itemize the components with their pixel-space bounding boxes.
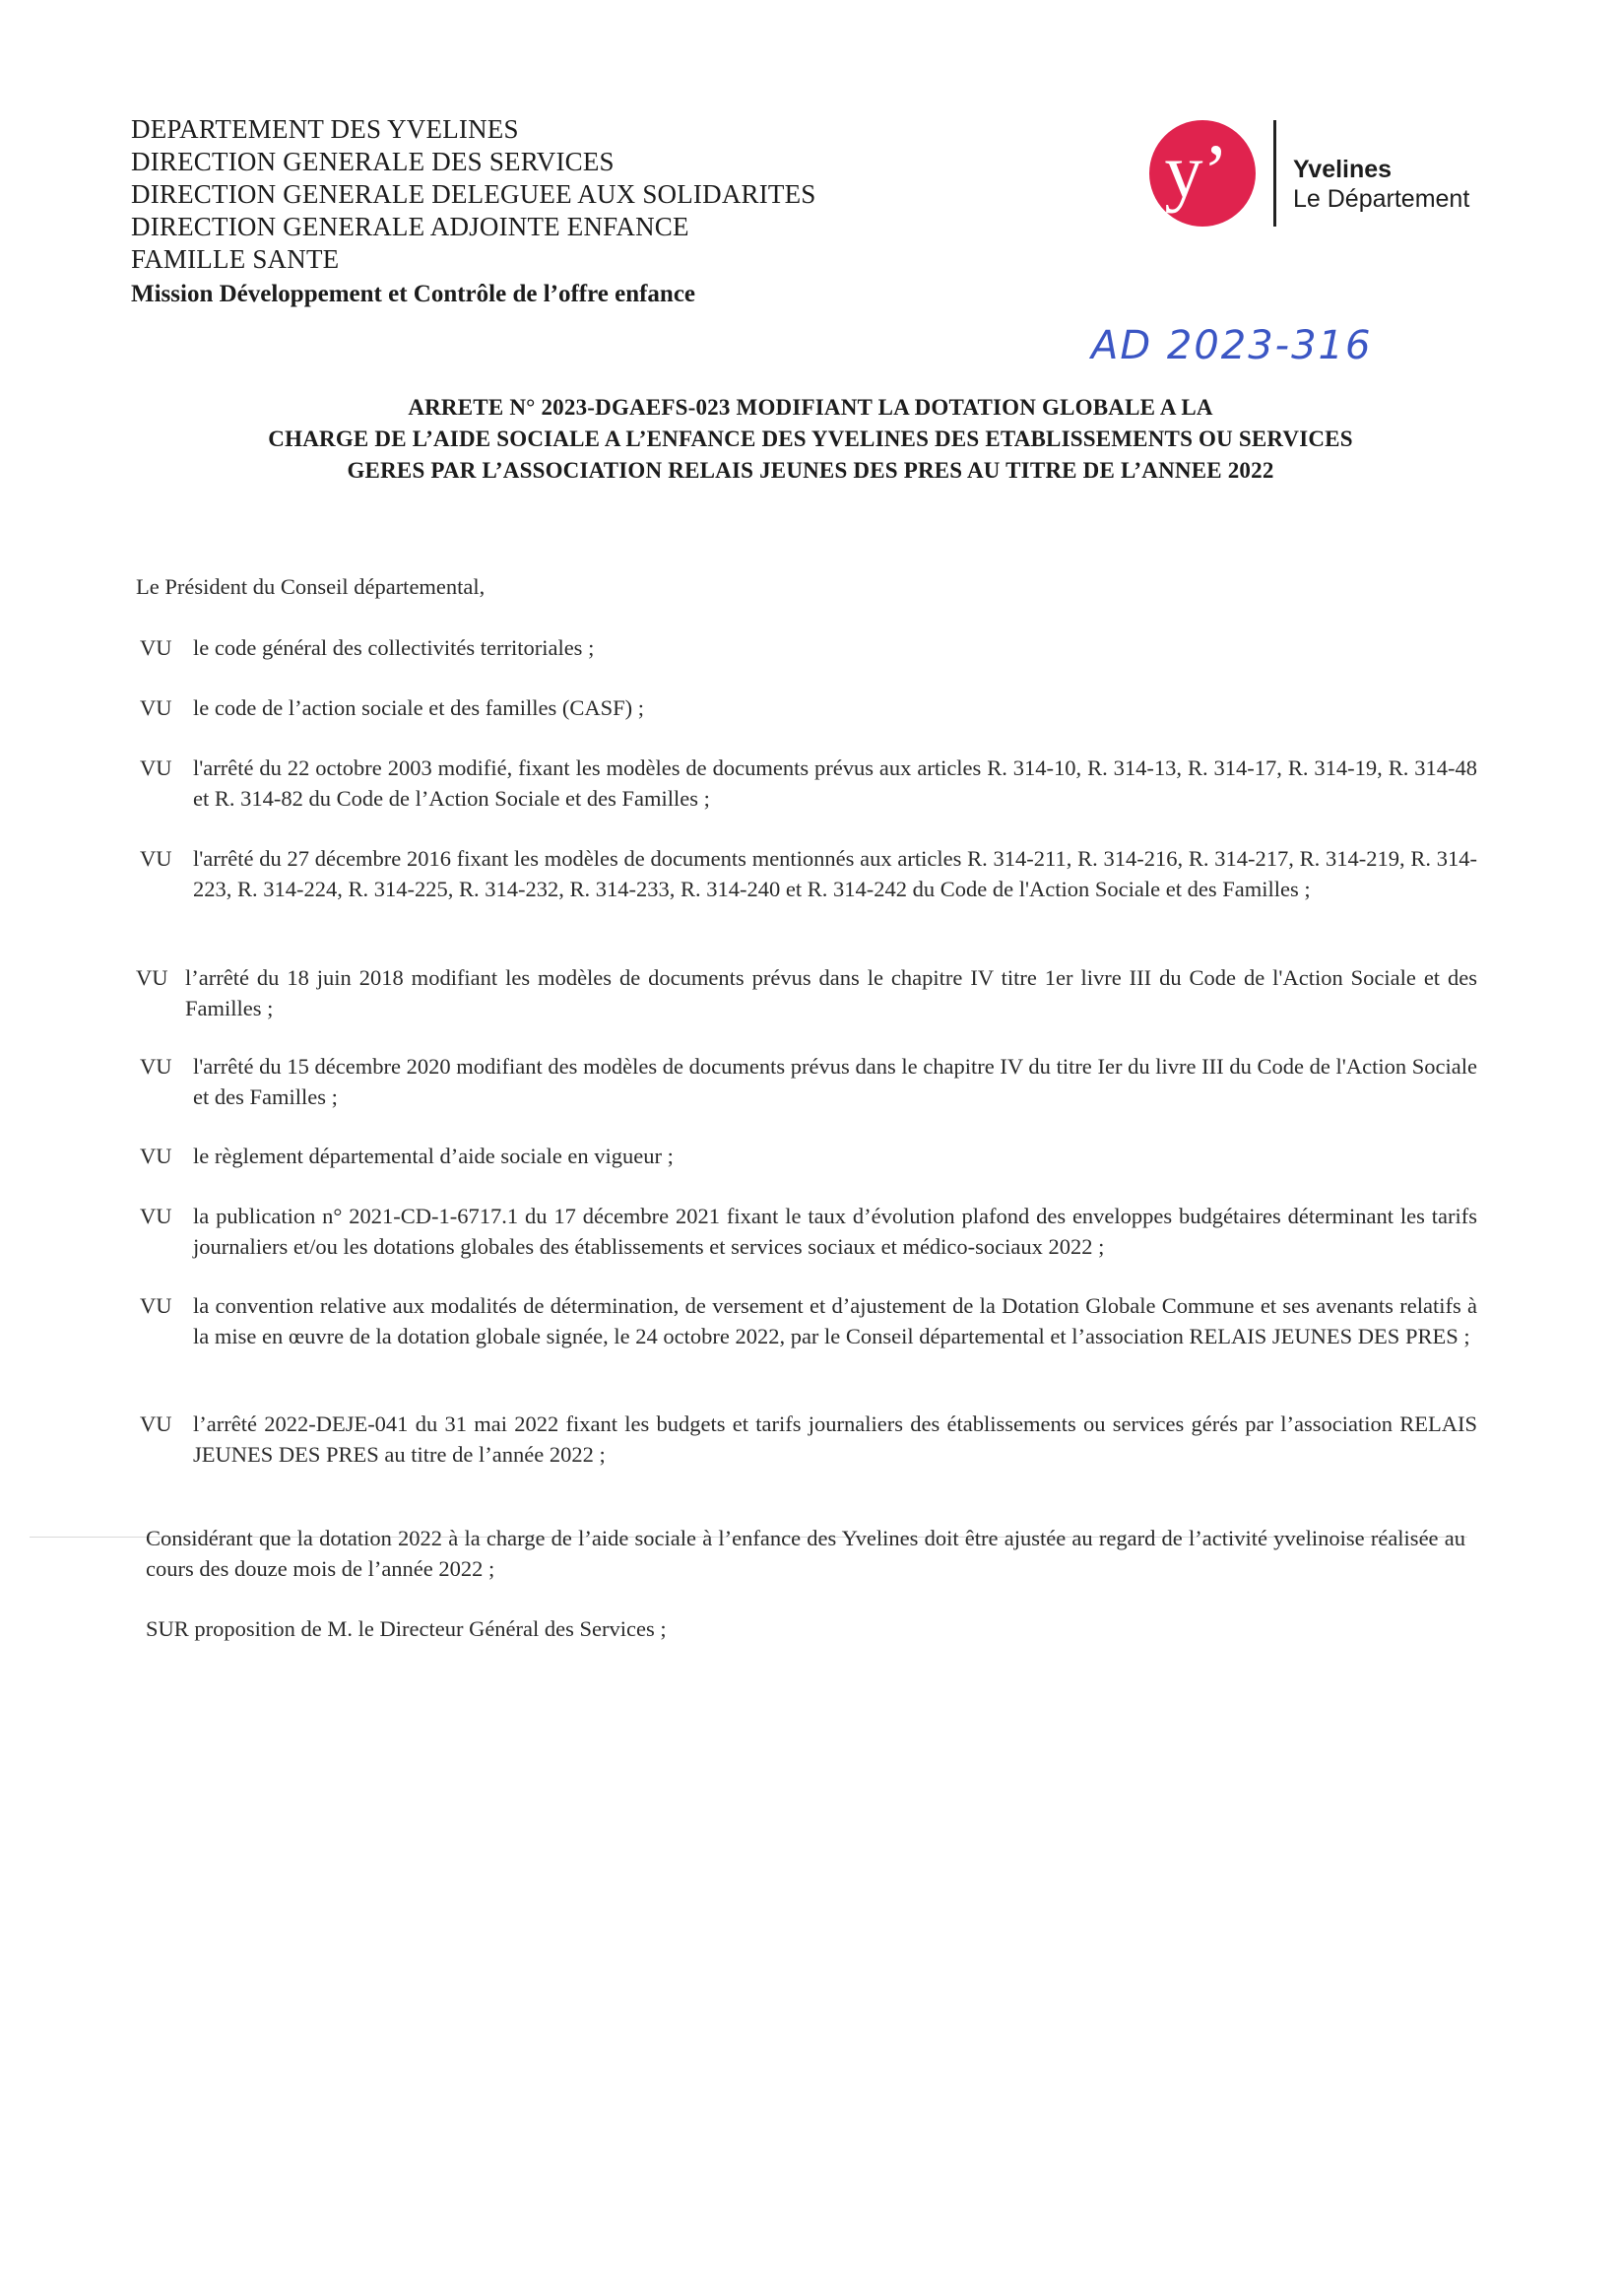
mission-line: Mission Développement et Contrôle de l’offre enfance <box>131 281 696 307</box>
yvelines-logo <box>1147 118 1502 231</box>
vu-label: VU <box>140 635 172 660</box>
header-line: DEPARTEMENT DES YVELINES <box>131 114 519 144</box>
vu-text: l’arrêté 2022-DEJE-041 du 31 mai 2022 fixant les budgets et tarifs journaliers des établissements ou services gérés par l’association RELAIS JEUNES DES PRES au titre de l’année 2022 ; <box>193 1411 1477 1467</box>
vu-item <box>136 1290 1477 1351</box>
title-line: CHARGE DE L’AIDE SOCIALE A L’ENFANCE DES YVELINES DES ETABLISSEMENTS OU SERVICES <box>268 426 1353 451</box>
vu-item <box>136 1051 1477 1112</box>
vu-text: l'arrêté du 15 décembre 2020 modifiant des modèles de documents prévus dans le chapitre IV du titre Ier du livre III du Code de l'Action Sociale et des Familles ; <box>193 1054 1477 1109</box>
logo-divider <box>1273 120 1276 227</box>
vu-label: VU <box>140 846 172 871</box>
vu-text: le code de l’action sociale et des familles (CASF) ; <box>193 695 644 720</box>
logo-name: Yvelines <box>1293 156 1393 183</box>
vu-item <box>136 1141 1477 1171</box>
vu-text: l'arrêté du 22 octobre 2003 modifié, fixant les modèles de documents prévus aux articles R. 314-10, R. 314-13, R. 314-17, R. 314-19, R. 314-48 et R. 314-82 du Code de l’Action Sociale et des Familles ; <box>193 755 1477 811</box>
vu-text: la convention relative aux modalités de détermination, de versement et d’ajustement de la Dotation Globale Commune et ses avenants relatifs à la mise en œuvre de la dotation globale signée, le 24 octobre 2022, par le Conseil départemental et l’association RELAIS JEUNES DES PRES ; <box>193 1293 1477 1348</box>
vu-text: la publication n° 2021-CD-1-6717.1 du 17 décembre 2021 fixant le taux d’évolution plafond des enveloppes budgétaires déterminant les tarifs journaliers et/ou les dotations globales des établissements et services sociaux et médico-sociaux 2022 ; <box>193 1204 1477 1259</box>
vu-label: VU <box>136 965 168 990</box>
logo-mark: y’ <box>1164 128 1229 214</box>
vu-label: VU <box>140 1293 172 1318</box>
president-line: Le Président du Conseil départemental, <box>136 574 486 599</box>
vu-item <box>136 962 1477 1023</box>
proposition-line: SUR proposition de M. le Directeur Général des Services ; <box>146 1616 667 1641</box>
vu-text: l'arrêté du 27 décembre 2016 fixant les modèles de documents mentionnés aux articles R. 314-211, R. 314-216, R. 314-217, R. 314-219, R. 314-223, R. 314-224, R. 314-225, R. 314-232, R. 314-233, R. 314-240 et R. 314-242 du Code de l'Action Sociale et des Familles ; <box>193 846 1477 901</box>
header-line: DIRECTION GENERALE ADJOINTE ENFANCE <box>131 212 689 241</box>
vu-item <box>136 1409 1477 1470</box>
handwritten-reference-text: AD 2023-316 <box>1091 323 1373 368</box>
vu-item <box>136 632 1477 663</box>
vu-text: le code général des collectivités territoriales ; <box>193 635 595 660</box>
title-line: ARRETE N° 2023-DGAEFS-023 MODIFIANT LA DOTATION GLOBALE A LA <box>408 395 1213 420</box>
yvelines-logo-icon <box>1147 118 1258 229</box>
vu-label: VU <box>140 695 172 720</box>
vu-label: VU <box>140 1054 172 1079</box>
header-line: DIRECTION GENERALE DES SERVICES <box>131 147 615 176</box>
vu-item <box>136 843 1477 904</box>
header-line: DIRECTION GENERALE DELEGUEE AUX SOLIDARITES <box>131 179 816 209</box>
vu-text: l’arrêté du 18 juin 2018 modifiant les modèles de documents prévus dans le chapitre IV titre 1er livre III du Code de l'Action Sociale et des Familles ; <box>185 965 1477 1020</box>
header-line: FAMILLE SANTE <box>131 244 340 274</box>
vu-item <box>136 1201 1477 1262</box>
vu-label: VU <box>140 1204 172 1228</box>
page-title <box>118 392 1503 487</box>
vu-label: VU <box>140 1411 172 1436</box>
considerant-paragraph: Considérant que la dotation 2022 à la charge de l’aide sociale à l’enfance des Yvelines doit être ajustée au regard de l’activité yvelinoise réalisée au cours des douze mois de l’année 2022 ; <box>146 1526 1465 1581</box>
vu-label: VU <box>140 755 172 780</box>
department-header <box>131 113 1017 310</box>
vu-item <box>136 692 1477 723</box>
vu-item <box>136 753 1477 814</box>
title-line: GERES PAR L’ASSOCIATION RELAIS JEUNES DES PRES AU TITRE DE L’ANNEE 2022 <box>347 458 1274 483</box>
vu-label: VU <box>140 1144 172 1168</box>
logo-subtitle: Le Département <box>1293 185 1470 213</box>
handwritten-reference <box>1083 313 1438 372</box>
vu-text: le règlement départemental d’aide sociale en vigueur ; <box>193 1144 674 1168</box>
